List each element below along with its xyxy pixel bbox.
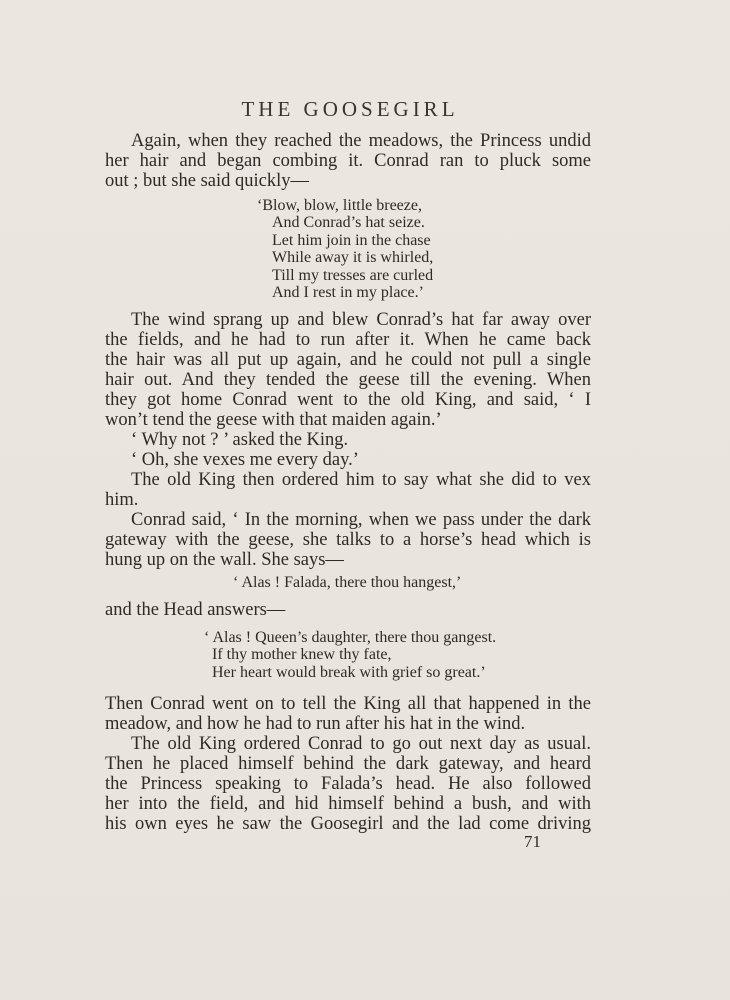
paragraph-5 — [105, 470, 591, 510]
verse-block-1 — [257, 197, 434, 302]
text-line: The wind sprang up and blew Conrad’s hat far away over — [131, 310, 591, 330]
text-line: they got home Conrad went to the old King, and said, ‘ I — [105, 390, 591, 410]
paragraph-6 — [105, 510, 591, 570]
text-line: and the Head answers— — [105, 600, 286, 620]
text-line: his own eyes he saw the Goosegirl and the lad come driving — [105, 814, 591, 834]
verse-line: Her heart would break with grief so great.’ — [212, 663, 486, 681]
text-line: hung up on the wall. She says— — [105, 550, 344, 570]
paragraph-7 — [105, 600, 591, 620]
text-line: Conrad said, ‘ In the morning, when we pass under the dark — [131, 510, 591, 530]
paragraph-4 — [105, 450, 591, 470]
verse-line: ‘ Alas ! Falada, there thou hangest,’ — [233, 574, 462, 591]
text-line: him. — [105, 490, 139, 510]
paragraph-9 — [105, 734, 591, 834]
verse-block-2 — [233, 574, 461, 591]
paragraph-2 — [105, 310, 591, 570]
paragraph-3 — [105, 430, 591, 450]
text-line: ‘ Oh, she vexes me every day.’ — [131, 450, 359, 470]
text-line: ‘ Why not ? ’ asked the King. — [131, 430, 349, 450]
text-line: Then Conrad went on to tell the King all that happened in the — [105, 694, 591, 714]
verse-line: If thy mother knew thy fate, — [212, 646, 392, 664]
verse-line: While away it is whirled, — [272, 249, 434, 267]
text-line: her into the field, and hid himself behind a bush, and with — [105, 794, 591, 814]
text-line: gateway with the geese, she talks to a horse’s head which is — [105, 530, 591, 550]
text-line: out ; but she said quickly— — [105, 171, 309, 191]
text-line: the hair was all put up again, and he could not pull a single — [105, 350, 591, 370]
text-line: meadow, and how he had to run after his hat in the wind. — [105, 714, 526, 734]
verse-line: Till my tresses are curled — [272, 266, 434, 284]
verse-line: And Conrad’s hat seize. — [272, 214, 425, 232]
verse-line: ‘ Alas ! Queen’s daughter, there thou gangest. — [204, 629, 497, 646]
text-line: the Princess speaking to Falada’s head. He also followed — [105, 774, 591, 794]
text-line: the fields, and he had to run after it. When he came back — [105, 330, 591, 350]
text-line: Again, when they reached the meadows, the Princess undid — [131, 131, 591, 151]
verse-block-3 — [204, 629, 496, 681]
page-number: 71 — [524, 832, 541, 851]
verse-line: Let him join in the chase — [272, 231, 431, 249]
text-line: her hair and began combing it. Conrad ran to pluck some — [105, 151, 591, 171]
text-line: Then he placed himself behind the dark gateway, and heard — [105, 754, 591, 774]
text-line: The old King ordered Conrad to go out next day as usual. — [131, 734, 591, 754]
verse-line: ‘Blow, blow, little breeze, — [257, 197, 422, 214]
paragraph-8 — [105, 694, 591, 834]
paragraph-1 — [105, 131, 591, 191]
verse-line: And I rest in my place.’ — [272, 284, 424, 302]
text-line: won’t tend the geese with that maiden again.’ — [105, 410, 442, 430]
text-line: The old King then ordered him to say what she did to vex — [131, 470, 591, 490]
running-header: THE GOOSEGIRL — [241, 97, 459, 121]
text-line: hair out. And they tended the geese till the evening. When — [105, 370, 591, 390]
